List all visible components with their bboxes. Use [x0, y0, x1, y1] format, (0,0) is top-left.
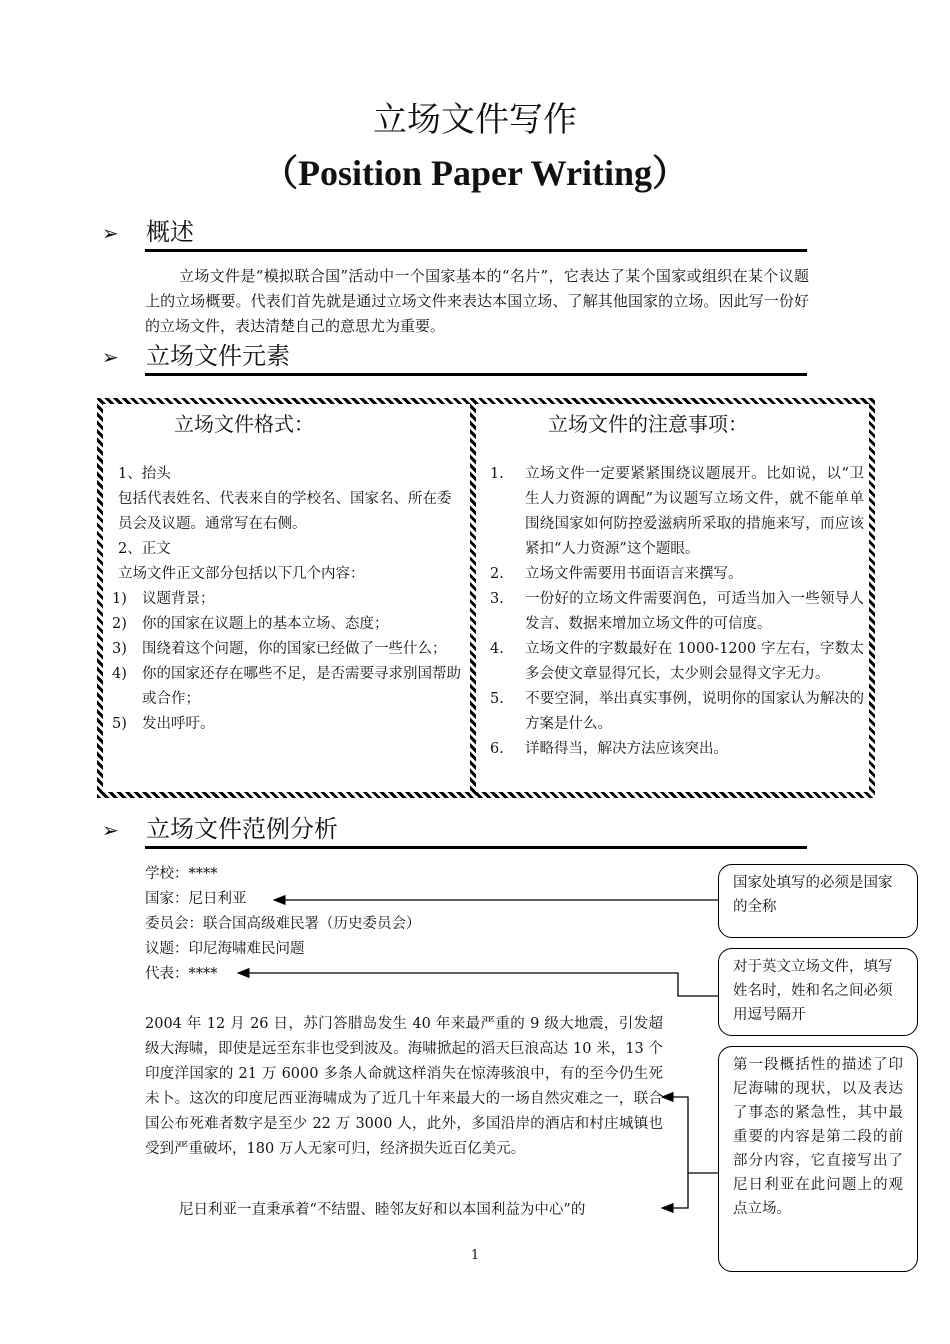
section-heading-label: 概述: [146, 218, 194, 246]
list-item-number: 3): [112, 641, 127, 657]
example-school: 学校：****: [145, 866, 218, 882]
section-heading-label: 立场文件范例分析: [146, 815, 338, 843]
list-item-number: 2): [112, 616, 127, 632]
format-title: 立场文件格式：: [174, 412, 314, 436]
format-body-intro: 立场文件正文部分包括以下几个内容：: [118, 566, 365, 582]
list-item-text: 不要空洞，举出真实事例，说明你的国家认为解决的方案是什么。: [525, 691, 864, 732]
list-item-text: 你的国家还存在哪些不足，是否需要寻求别国帮助或合作；: [142, 666, 461, 707]
list-item-text: 发出呼吁。: [142, 716, 215, 732]
arrow-to-para1: [662, 1097, 718, 1173]
example-delegate: 代表：****: [145, 966, 218, 982]
overview-paragraph: 立场文件是“模拟联合国”活动中一个国家基本的“名片”，它表达了某个国家或组织在某个议题上的立场概要。代表们首先就是通过立场文件来表达本国立场、了解其他国家的立场。因此写一份好的立场文件，表达清楚自己的意思尤为重要。: [145, 267, 809, 335]
callout-paragraph: 第一段概括性的描述了印尼海啸的现状，以及表达了事态的紧急性，其中最重要的内容是第二段的前部分内容，它直接写出了尼日利亚在此问题上的观点立场。: [718, 1046, 918, 1272]
list-item-text: 围绕着这个问题，你的国家已经做了一些什么；: [142, 641, 447, 657]
callout-name: 对于英文立场文件，填写姓名时，姓和名之间必须用逗号隔开: [718, 948, 918, 1036]
list-item-text: 立场文件一定要紧紧围绕议题展开。比如说，以“卫生人力资源的调配”为议题写立场文件，就不能单单围绕国家如何防控爱滋病所采取的措施来写，而应该紧扣“人力资源”这个题眼。: [525, 466, 864, 557]
example-paragraph-1: 2004 年 12 月 26 日，苏门答腊岛发生 40 年来最严重的 9 级大地震，引发超级大海啸，即使是远至东非也受到波及。海啸掀起的滔天巨浪高达 10 米，13 个印度洋国家的 21 万 6000 多条人命就这样消失在惊涛骇浪中，有的至今仍生死未卜。这次的印度尼西亚海啸成为了近几十年来最大的一场自然灾难之一，联合国公布死难者数字是至少 22 万 3000 人，此外，多国沿岸的酒店和村庄城镇也受到严重破坏，180 万人无家可归，经济损失近百亿美元。: [145, 1016, 663, 1157]
arrow-to-para2: [662, 1173, 688, 1208]
list-item-number: 1.: [490, 466, 504, 482]
list-item-number: 2.: [490, 566, 504, 582]
section-heading-label: 立场文件元素: [146, 342, 290, 370]
list-item-text: 立场文件的字数最好在 1000-1200 字左右，字数太多会使文章显得冗长，太少则会显得文字无力。: [525, 641, 864, 682]
example-paragraph-2: 尼日利亚一直秉承着“不结盟、睦邻友好和以本国利益为中心”的: [179, 1202, 586, 1218]
arrow-bullet-icon: ➢: [102, 345, 119, 369]
example-country: 国家：尼日利亚: [145, 891, 247, 907]
list-item-text: 你的国家在议题上的基本立场、态度；: [142, 616, 389, 632]
format-header-text: 包括代表姓名、代表来自的学校名、国家名、所在委员会及议题。通常写在右侧。: [118, 491, 452, 532]
example-topic: 议题：印尼海啸难民问题: [145, 941, 305, 957]
format-header-label: 1、抬头: [118, 466, 171, 482]
notes-title: 立场文件的注意事项：: [548, 412, 748, 436]
list-item-text: 详略得当，解决方法应该突出。: [525, 741, 728, 757]
page-number: 1: [470, 1248, 480, 1263]
arrow-to-delegate: [238, 973, 718, 996]
list-item-number: 1): [112, 591, 127, 607]
list-item-number: 6.: [490, 741, 504, 757]
list-item-text: 议题背景；: [142, 591, 215, 607]
list-item-number: 3.: [490, 591, 504, 607]
arrow-bullet-icon: ➢: [102, 221, 119, 245]
format-body-label: 2、正文: [118, 541, 171, 557]
list-item-text: 立场文件需要用书面语言来撰写。: [525, 566, 743, 582]
page-subtitle: （Position Paper Writing）: [261, 153, 689, 193]
list-item-number: 4.: [490, 641, 504, 657]
list-item-number: 5): [112, 716, 127, 732]
list-item-text: 一份好的立场文件需要润色，可适当加入一些领导人发言、数据来增加立场文件的可信度。: [525, 591, 864, 632]
example-committee: 委员会：联合国高级难民署（历史委员会）: [145, 916, 421, 932]
callout-country: 国家处填写的必须是国家的全称: [718, 864, 918, 938]
page-title: 立场文件写作: [373, 100, 577, 140]
list-item-number: 4): [112, 666, 127, 682]
arrow-bullet-icon: ➢: [102, 818, 119, 842]
list-item-number: 5.: [490, 691, 504, 707]
